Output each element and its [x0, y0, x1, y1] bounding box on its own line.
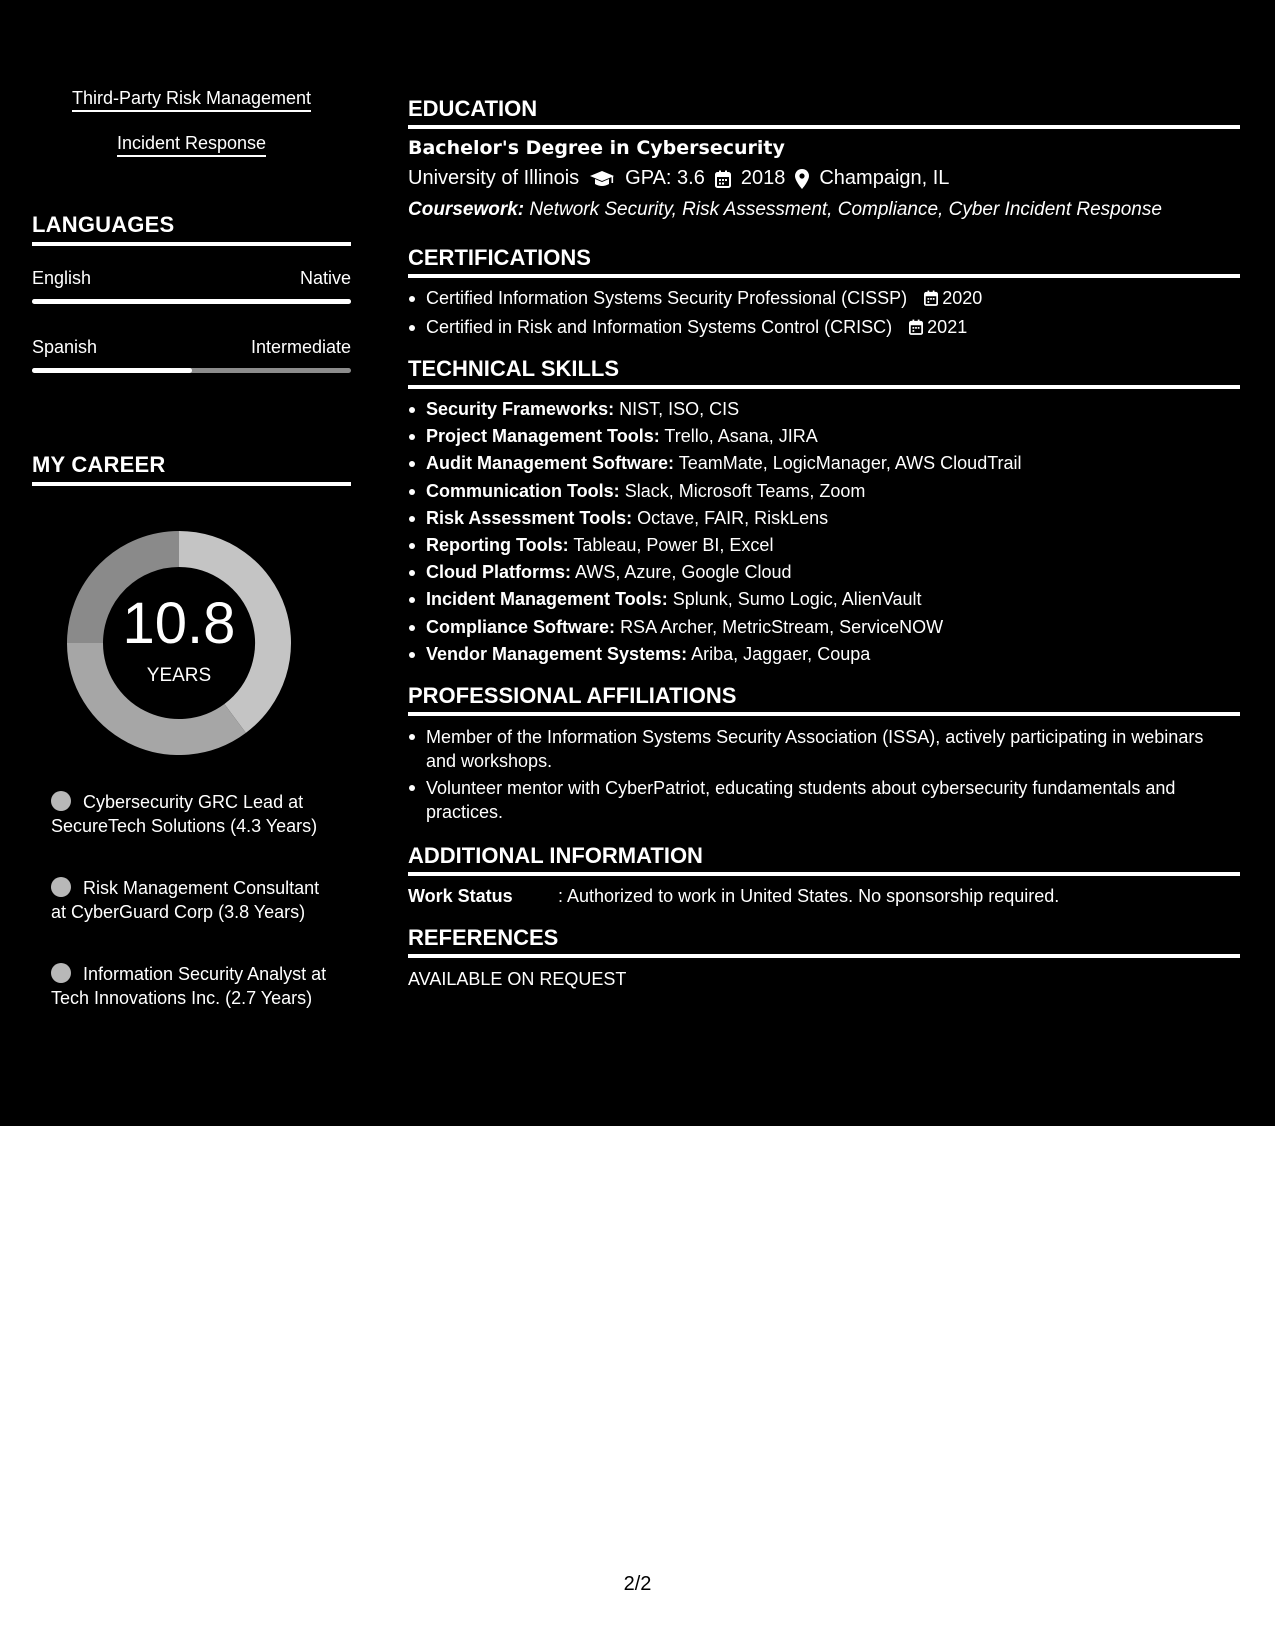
coursework: [408, 199, 1162, 221]
page-number: 2/2: [623, 1573, 652, 1595]
coursework-label: Coursework:: [408, 199, 525, 220]
work-status-label: Work Status: [408, 886, 513, 906]
language-proficiency-fill: [32, 299, 351, 304]
list-item: Member of the Information Systems Security Association (ISSA), actively participating in webinars and workshops.: [426, 725, 1236, 773]
work-status-value: : Authorized to work in United States. No sponsorship required.: [558, 886, 1060, 906]
skill-tag: Incident Response: [32, 133, 351, 154]
education-location: Champaign, IL: [819, 167, 950, 189]
legend-dot: [51, 791, 71, 811]
education-heading: EDUCATION: [408, 96, 1240, 129]
school-name: University of Illinois: [408, 167, 580, 189]
technical-skills-list: [408, 396, 1236, 668]
references-text: AVAILABLE ON REQUEST: [408, 969, 627, 989]
list-item: Compliance Software: RSA Archer, MetricStream, ServiceNOW: [426, 614, 1236, 641]
list-item: Communication Tools: Slack, Microsoft Teams, Zoom: [426, 478, 1236, 505]
technical-skills-heading: TECHNICAL SKILLS: [408, 356, 1240, 389]
additional-info-heading: ADDITIONAL INFORMATION: [408, 843, 1240, 876]
gpa: GPA: 3.6: [625, 167, 705, 189]
work-status-row: [408, 886, 1059, 907]
skill-tag: Third-Party Risk Management: [32, 88, 351, 109]
list-item: Volunteer mentor with CyberPatriot, educating students about cybersecurity fundamentals and practices.: [426, 776, 1236, 824]
list-item: Audit Management Software: TeamMate, LogicManager, AWS CloudTrail: [426, 450, 1236, 477]
list-item: Certified Information Systems Security Professional (CISSP) 2020: [426, 285, 1236, 314]
language-proficiency-bar: [32, 368, 351, 373]
career-years-label: YEARS: [146, 665, 212, 686]
legend-dot: [51, 963, 71, 983]
list-item: Certified in Risk and Information Systems Control (CRISC) 2021: [426, 314, 1236, 343]
references-heading: REFERENCES: [408, 925, 1240, 958]
legend-dot: [51, 877, 71, 897]
list-item: Vendor Management Systems: Ariba, Jaggaer, Coupa: [426, 641, 1236, 668]
language-level: Native: [299, 268, 351, 288]
calendar-icon: [924, 287, 938, 314]
donut-segment: [85, 643, 235, 737]
language-proficiency-fill: [32, 368, 192, 373]
language-proficiency-bar: [32, 299, 351, 304]
language-name: Spanish: [32, 337, 98, 357]
calendar-icon: [909, 316, 923, 343]
graduation-cap-icon: [589, 170, 615, 188]
career-total-years: 10.8: [122, 591, 236, 656]
list-item: Reporting Tools: Tableau, Power BI, Excel: [426, 532, 1236, 559]
list-item: Risk Assessment Tools: Octave, FAIR, RiskLens: [426, 505, 1236, 532]
affiliations-heading: PROFESSIONAL AFFILIATIONS: [408, 683, 1240, 716]
languages-heading: LANGUAGES: [32, 212, 351, 246]
career-entry: Risk Management Consultant at CyberGuard Corp (3.8 Years): [51, 878, 320, 922]
calendar-icon: [715, 170, 731, 188]
career-entry: Information Security Analyst at Tech Innovations Inc. (2.7 Years): [51, 964, 327, 1008]
list-item: Incident Management Tools: Splunk, Sumo Logic, AlienVault: [426, 586, 1236, 613]
main-content: [408, 0, 1240, 1126]
career-heading: MY CAREER: [32, 452, 351, 486]
coursework-list: Network Security, Risk Assessment, Compliance, Cyber Incident Response: [529, 199, 1162, 220]
degree-title: Bachelor's Degree in Cybersecurity: [408, 137, 785, 159]
affiliations-list: [408, 725, 1236, 827]
map-pin-icon: [795, 169, 809, 189]
language-level: Intermediate: [250, 337, 351, 357]
sidebar: [0, 0, 383, 1126]
certifications-list: [408, 285, 1236, 343]
language-name: English: [32, 268, 92, 288]
language-row: [32, 268, 351, 289]
education-details: [408, 167, 949, 190]
list-item: Project Management Tools: Trello, Asana, JIRA: [426, 423, 1236, 450]
graduation-year: 2018: [740, 167, 786, 189]
certifications-heading: CERTIFICATIONS: [408, 245, 1240, 278]
list-item: Cloud Platforms: AWS, Azure, Google Cloud: [426, 559, 1236, 586]
language-row: [32, 337, 351, 358]
career-entry: Cybersecurity GRC Lead at SecureTech Solutions (4.3 Years): [51, 792, 318, 836]
list-item: Security Frameworks: NIST, ISO, CIS: [426, 396, 1236, 423]
